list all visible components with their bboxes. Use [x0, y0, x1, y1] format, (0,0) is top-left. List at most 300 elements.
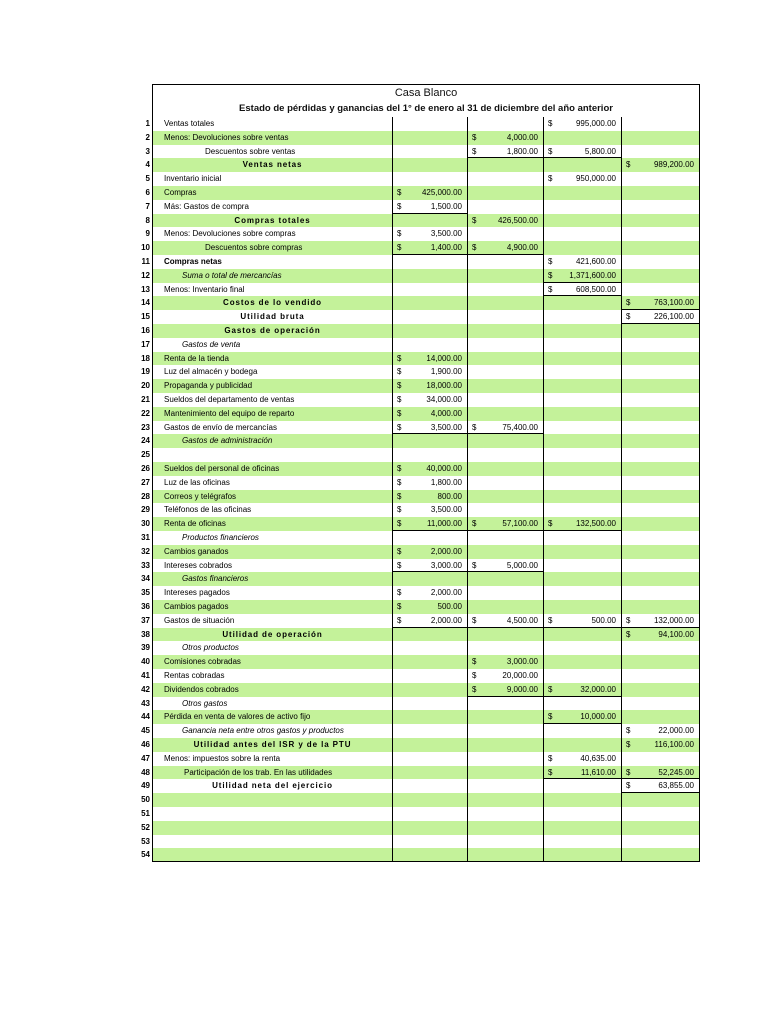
amount-cell [622, 655, 700, 669]
amount-value: 500.00 [437, 602, 462, 611]
amount-cell [393, 255, 468, 269]
row-label: Gastos de envío de mercancías [152, 421, 393, 435]
amount-value: 2,000.00 [430, 615, 462, 625]
amount-cell [622, 752, 700, 766]
table-row [130, 186, 700, 200]
amount-cell [393, 614, 468, 628]
amount-cell [468, 310, 544, 324]
amount-value: 22,000.00 [658, 726, 694, 736]
amount-value: 425,000.00 [421, 188, 462, 197]
amount-cell [622, 379, 700, 393]
amount-value: 3,500.00 [430, 505, 462, 515]
amount-cell [622, 241, 700, 255]
amount-cell [468, 835, 544, 849]
amount-value: 950,000.00 [575, 174, 616, 184]
amount-cell [468, 200, 544, 214]
amount-cell [544, 586, 622, 600]
amount-cell [622, 407, 700, 421]
row-label: Utilidad bruta [152, 310, 393, 324]
amount-cell [544, 517, 622, 531]
amount-cell [622, 614, 700, 628]
row-label [152, 835, 393, 849]
row-number: 10 [141, 243, 150, 253]
row-label: Renta de la tienda [152, 352, 393, 366]
table-row [130, 393, 700, 407]
amount-cell [544, 158, 622, 172]
row-label: Compras [152, 186, 393, 200]
table-row [130, 476, 700, 490]
amount-cell [544, 214, 622, 228]
amount-cell [393, 572, 468, 586]
amount-cell [468, 241, 544, 255]
currency-symbol: $ [397, 422, 402, 432]
row-number: 41 [141, 671, 150, 680]
amount-cell [468, 793, 544, 807]
amount-cell [393, 600, 468, 614]
amount-cell [393, 752, 468, 766]
row-number: 53 [141, 836, 150, 846]
amount-cell [393, 283, 468, 297]
row-label: Participación de los trab. En las utilidades [152, 766, 393, 780]
currency-symbol: $ [472, 657, 477, 667]
amount-cell [393, 324, 468, 338]
currency-symbol: $ [548, 767, 553, 777]
amount-cell [622, 545, 700, 559]
amount-cell [544, 462, 622, 476]
row-number: 48 [141, 767, 150, 777]
table-row [130, 227, 700, 241]
amount-cell [393, 379, 468, 393]
row-label: Renta de oficinas [152, 517, 393, 531]
row-number: 43 [141, 698, 150, 708]
amount-cell [468, 490, 544, 504]
amount-cell [544, 324, 622, 338]
currency-symbol: $ [548, 684, 553, 694]
row-number: 34 [141, 574, 150, 584]
amount-cell [393, 835, 468, 849]
amount-cell [622, 227, 700, 241]
amount-cell [468, 559, 544, 573]
amount-cell [622, 641, 700, 655]
amount-cell [393, 821, 468, 835]
amount-cell [468, 227, 544, 241]
row-label: Gastos de administración [152, 434, 393, 448]
amount-cell [544, 710, 622, 724]
row-label: Dividendos cobrados [152, 683, 393, 697]
currency-symbol: $ [548, 615, 553, 625]
amount-cell [622, 421, 700, 435]
row-number: 38 [141, 629, 150, 639]
amount-cell [468, 614, 544, 628]
amount-value: 57,100.00 [502, 519, 538, 529]
currency-symbol: $ [472, 560, 477, 570]
table-row [130, 145, 700, 159]
amount-cell [393, 724, 468, 738]
row-number: 5 [145, 174, 150, 184]
row-number: 45 [141, 726, 150, 736]
currency-symbol: $ [397, 464, 402, 473]
table-row [130, 448, 700, 462]
amount-cell [393, 517, 468, 531]
amount-cell [622, 393, 700, 407]
amount-cell [393, 421, 468, 435]
table-row [130, 172, 700, 186]
amount-value: 11,610.00 [581, 767, 616, 777]
row-label: Mantenimiento del equipo de reparto [152, 407, 393, 421]
amount-cell [544, 641, 622, 655]
table-row [130, 462, 700, 476]
row-label: Más: Gastos de compra [152, 200, 393, 214]
table-row [130, 641, 700, 655]
amount-cell [393, 393, 468, 407]
table-row [130, 352, 700, 366]
amount-value: 763,100.00 [653, 298, 694, 308]
table-row [130, 200, 700, 214]
amount-cell [544, 821, 622, 835]
company-title: Casa Blanco [152, 84, 700, 101]
row-label: Compras netas [152, 255, 393, 269]
row-number: 8 [145, 215, 150, 225]
currency-symbol: $ [472, 132, 477, 142]
amount-cell [544, 393, 622, 407]
amount-cell [393, 158, 468, 172]
currency-symbol: $ [472, 215, 477, 225]
amount-value: 3,000.00 [430, 560, 462, 570]
row-number: 52 [141, 822, 150, 832]
amount-cell [544, 131, 622, 145]
table-row [130, 421, 700, 435]
amount-cell [622, 793, 700, 807]
row-number: 51 [141, 809, 150, 818]
row-label: Sueldos del departamento de ventas [152, 393, 393, 407]
amount-cell [393, 490, 468, 504]
currency-symbol: $ [472, 671, 477, 680]
amount-cell [622, 200, 700, 214]
amount-cell [544, 766, 622, 780]
amount-cell [544, 269, 622, 283]
row-number: 3 [145, 146, 150, 156]
amount-cell [544, 490, 622, 504]
amount-cell [544, 779, 622, 793]
row-label: Teléfonos de las oficinas [152, 503, 393, 517]
amount-cell [393, 807, 468, 821]
amount-cell [544, 117, 622, 131]
currency-symbol: $ [472, 146, 477, 156]
amount-value: 1,900.00 [430, 367, 462, 377]
amount-cell [468, 172, 544, 186]
amount-value: 2,000.00 [430, 588, 462, 598]
row-label: Pérdida en venta de valores de activo fijo [152, 710, 393, 724]
amount-cell [468, 766, 544, 780]
amount-cell [544, 683, 622, 697]
row-label: Ventas totales [152, 117, 393, 131]
amount-value: 1,800.00 [506, 146, 538, 156]
amount-cell [393, 655, 468, 669]
amount-value: 75,400.00 [502, 422, 538, 432]
table-row [130, 655, 700, 669]
amount-cell [622, 462, 700, 476]
amount-cell [393, 227, 468, 241]
row-number: 15 [141, 312, 150, 322]
currency-symbol: $ [397, 519, 402, 529]
table-row [130, 503, 700, 517]
table-row [130, 738, 700, 752]
amount-cell [544, 848, 622, 862]
amount-cell [393, 531, 468, 545]
amount-cell [544, 352, 622, 366]
row-label [152, 848, 393, 862]
amount-cell [468, 641, 544, 655]
amount-cell [622, 669, 700, 683]
amount-cell [468, 697, 544, 711]
amount-cell [544, 752, 622, 766]
currency-symbol: $ [397, 229, 402, 239]
row-label: Propaganda y publicidad [152, 379, 393, 393]
row-label: Descuentos sobre compras [152, 241, 393, 255]
amount-cell [622, 283, 700, 297]
amount-value: 5,800.00 [584, 146, 616, 156]
amount-cell [393, 365, 468, 379]
amount-value: 3,000.00 [506, 657, 538, 667]
amount-cell [544, 600, 622, 614]
table-row [130, 669, 700, 683]
table-row [130, 131, 700, 145]
amount-cell [544, 572, 622, 586]
amount-cell [393, 848, 468, 862]
amount-cell [468, 821, 544, 835]
currency-symbol: $ [397, 615, 402, 625]
amount-value: 989,200.00 [653, 160, 694, 170]
amount-cell [622, 145, 700, 159]
amount-cell [622, 683, 700, 697]
amount-cell [544, 793, 622, 807]
amount-value: 2,000.00 [430, 546, 462, 556]
amount-cell [393, 296, 468, 310]
amount-cell [393, 186, 468, 200]
currency-symbol: $ [548, 119, 553, 128]
amount-cell [622, 352, 700, 366]
row-label: Luz del almacén y bodega [152, 365, 393, 379]
amount-cell [468, 448, 544, 462]
currency-symbol: $ [397, 477, 402, 487]
amount-value: 226,100.00 [653, 312, 694, 322]
amount-cell [544, 531, 622, 545]
amount-cell [393, 559, 468, 573]
row-number: 28 [141, 491, 150, 501]
currency-symbol: $ [472, 519, 477, 529]
amount-cell [544, 338, 622, 352]
amount-cell [468, 296, 544, 310]
amount-value: 132,500.00 [575, 519, 616, 529]
amount-cell [468, 586, 544, 600]
amount-value: 40,635.00 [580, 753, 616, 763]
row-label: Cambios pagados [152, 600, 393, 614]
amount-cell [622, 710, 700, 724]
amount-cell [622, 531, 700, 545]
row-label [152, 448, 393, 462]
currency-symbol: $ [548, 753, 553, 763]
row-number: 19 [141, 367, 150, 377]
row-number: 27 [141, 477, 150, 487]
row-number: 35 [141, 588, 150, 598]
amount-cell [544, 186, 622, 200]
amount-value: 500.00 [591, 615, 616, 625]
amount-cell [622, 490, 700, 504]
amount-cell [393, 310, 468, 324]
table-row [130, 572, 700, 586]
row-number: 44 [141, 712, 150, 722]
currency-symbol: $ [397, 546, 402, 556]
amount-cell [393, 214, 468, 228]
row-number: 33 [141, 560, 150, 570]
currency-symbol: $ [626, 629, 631, 639]
row-label: Luz de las oficinas [152, 476, 393, 490]
amount-cell [393, 476, 468, 490]
amount-cell [544, 559, 622, 573]
currency-symbol: $ [548, 174, 553, 184]
amount-cell [622, 697, 700, 711]
table-row [130, 821, 700, 835]
amount-cell [468, 421, 544, 435]
amount-value: 52,245.00 [658, 767, 694, 777]
row-label: Utilidad antes del ISR y de la PTU [152, 738, 393, 752]
amount-cell [468, 669, 544, 683]
amount-cell [622, 835, 700, 849]
amount-cell [468, 683, 544, 697]
amount-cell [544, 655, 622, 669]
table-row [130, 766, 700, 780]
amount-cell [544, 724, 622, 738]
currency-symbol: $ [397, 395, 402, 404]
row-number: 30 [141, 519, 150, 529]
amount-cell [622, 172, 700, 186]
amount-cell [622, 310, 700, 324]
table-row [130, 379, 700, 393]
row-label: Menos: Inventario final [152, 283, 393, 297]
row-number: 42 [141, 684, 150, 694]
amount-cell [393, 200, 468, 214]
row-label: Gastos de venta [152, 338, 393, 352]
row-label: Ganancia neta entre otros gastos y productos [152, 724, 393, 738]
amount-cell [622, 255, 700, 269]
row-number: 26 [141, 464, 150, 473]
amount-value: 40,000.00 [426, 464, 462, 473]
amount-cell [393, 641, 468, 655]
amount-cell [468, 255, 544, 269]
amount-value: 608,500.00 [575, 284, 616, 294]
amount-cell [544, 310, 622, 324]
amount-value: 34,000.00 [426, 395, 462, 404]
currency-symbol: $ [626, 767, 631, 777]
row-number: 39 [141, 643, 150, 653]
row-label: Compras totales [152, 214, 393, 228]
row-number: 2 [145, 132, 150, 142]
row-label: Otros gastos [152, 697, 393, 711]
amount-cell [544, 241, 622, 255]
amount-cell [622, 821, 700, 835]
amount-cell [544, 421, 622, 435]
row-label: Intereses cobrados [152, 559, 393, 573]
amount-cell [393, 338, 468, 352]
amount-cell [393, 766, 468, 780]
table-row [130, 683, 700, 697]
row-number: 22 [141, 408, 150, 418]
amount-cell [544, 172, 622, 186]
amount-cell [468, 545, 544, 559]
currency-symbol: $ [626, 298, 631, 308]
amount-cell [622, 117, 700, 131]
amount-cell [468, 407, 544, 421]
amount-value: 1,400.00 [430, 243, 462, 253]
table-row [130, 434, 700, 448]
amount-cell [622, 503, 700, 517]
amount-cell [544, 476, 622, 490]
amount-value: 3,500.00 [430, 229, 462, 239]
amount-cell [468, 145, 544, 159]
amount-cell [393, 669, 468, 683]
amount-value: 1,800.00 [430, 477, 462, 487]
amount-cell [468, 186, 544, 200]
table-row [130, 255, 700, 269]
table-row [130, 628, 700, 642]
amount-cell [468, 848, 544, 862]
currency-symbol: $ [548, 712, 553, 722]
amount-cell [468, 710, 544, 724]
row-label: Productos financieros [152, 531, 393, 545]
table-row [130, 724, 700, 738]
amount-cell [622, 448, 700, 462]
currency-symbol: $ [397, 408, 402, 418]
amount-cell [468, 462, 544, 476]
amount-cell [468, 807, 544, 821]
row-number: 47 [141, 753, 150, 763]
amount-cell [544, 200, 622, 214]
amount-value: 11,000.00 [427, 519, 462, 529]
amount-value: 3,500.00 [430, 422, 462, 432]
amount-cell [393, 779, 468, 793]
row-label: Gastos de operación [152, 324, 393, 338]
currency-symbol: $ [397, 505, 402, 515]
amount-cell [393, 738, 468, 752]
row-number: 50 [141, 795, 150, 805]
amount-value: 18,000.00 [426, 381, 462, 391]
currency-symbol: $ [626, 160, 631, 170]
amount-cell [622, 324, 700, 338]
amount-cell [393, 269, 468, 283]
amount-value: 1,500.00 [430, 201, 462, 211]
row-label [152, 793, 393, 807]
row-number: 23 [141, 422, 150, 432]
amount-cell [393, 586, 468, 600]
row-label: Gastos financieros [152, 572, 393, 586]
amount-cell [393, 793, 468, 807]
row-label: Costos de lo vendido [152, 296, 393, 310]
row-label: Comisiones cobradas [152, 655, 393, 669]
amount-cell [468, 379, 544, 393]
currency-symbol: $ [626, 726, 631, 736]
table-row [130, 531, 700, 545]
amount-cell [468, 283, 544, 297]
amount-cell [468, 365, 544, 379]
amount-cell [622, 131, 700, 145]
amount-cell [393, 710, 468, 724]
row-number: 54 [141, 850, 150, 860]
amount-cell [544, 738, 622, 752]
amount-cell [393, 448, 468, 462]
row-label: Menos: Devoluciones sobre compras [152, 227, 393, 241]
amount-cell [622, 158, 700, 172]
amount-cell [622, 807, 700, 821]
